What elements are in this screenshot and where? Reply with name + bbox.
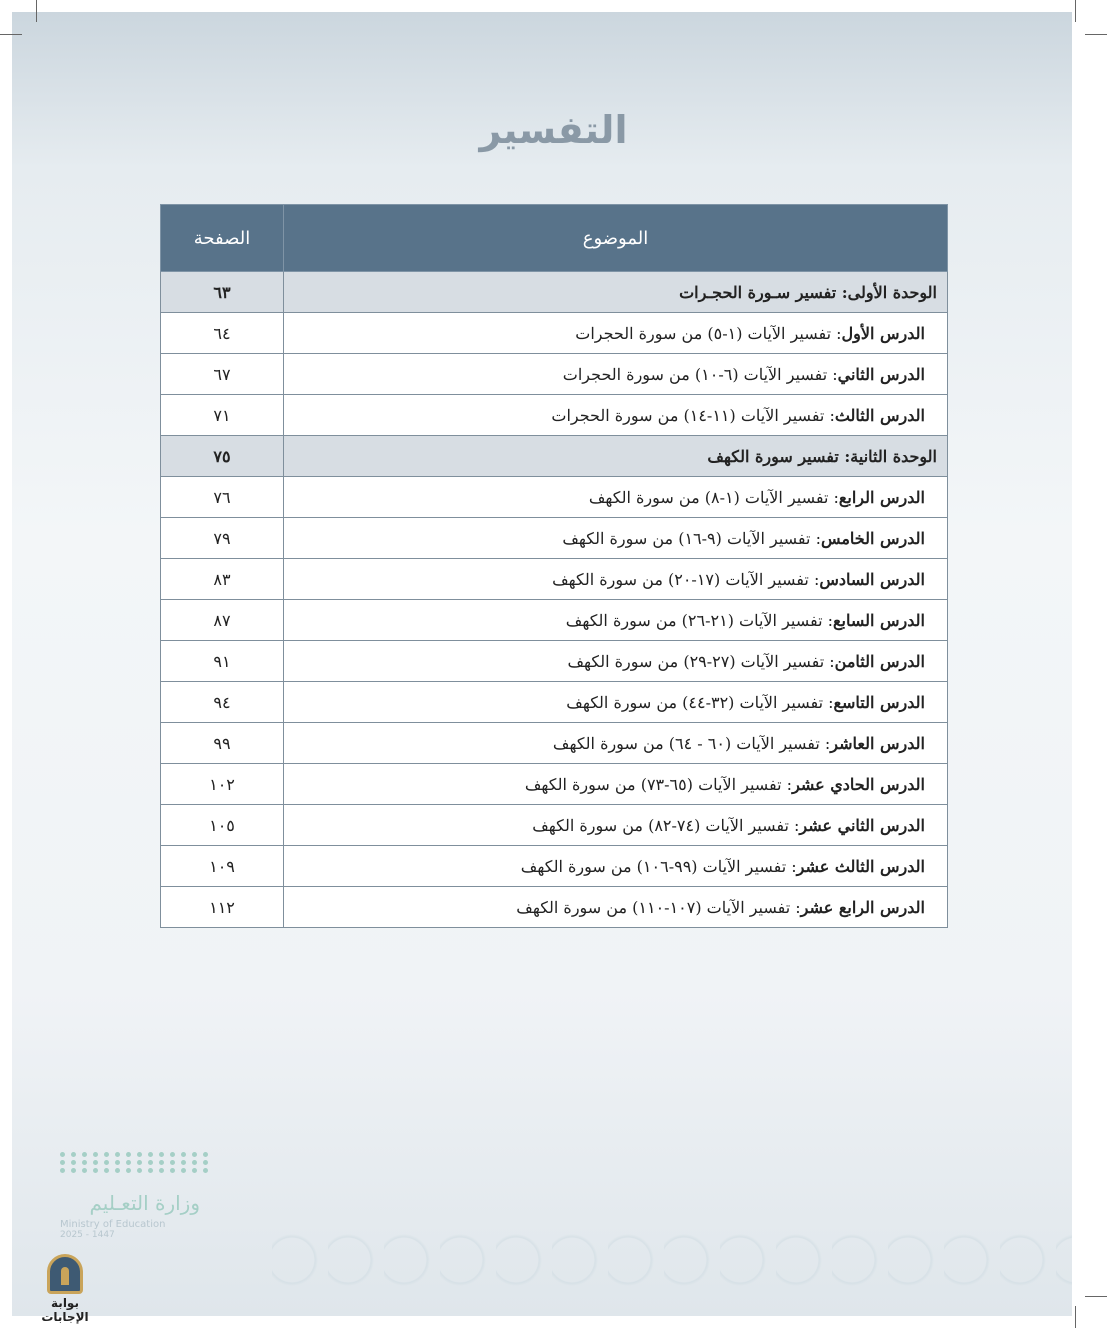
lesson-name: الدرس الأول <box>841 323 925 343</box>
decorative-ornament-band <box>272 1212 1072 1308</box>
lesson-name: الدرس الثاني عشر <box>799 815 925 835</box>
row-page-number: ١٠٢ <box>161 764 284 805</box>
topic-text: الوحدة الثانية: تفسير سورة الكهف <box>707 446 937 466</box>
logo-dot <box>126 1152 131 1157</box>
lesson-row <box>161 395 948 436</box>
logo-dot <box>148 1152 153 1157</box>
row-topic <box>284 272 948 313</box>
topic-text: : تفسير الآيات (٧٤-٨٢) من سورة الكهف <box>532 815 800 835</box>
lesson-row <box>161 313 948 354</box>
topic-text: : تفسير الآيات (٦٠ - ٦٤) من سورة الكهف <box>552 733 831 753</box>
topic-text: : تفسير الآيات (١-٨) من سورة الكهف <box>588 487 839 507</box>
logo-dot <box>60 1152 65 1157</box>
logo-dot <box>115 1168 120 1173</box>
crop-mark <box>1085 1296 1107 1297</box>
row-page-number: ٩٤ <box>161 682 284 723</box>
logo-dot <box>82 1160 87 1165</box>
lesson-name: الدرس السادس <box>819 569 925 589</box>
logo-dot <box>170 1168 175 1173</box>
topic-text: : تفسير الآيات (٢١-٢٦) من سورة الكهف <box>565 610 834 630</box>
logo-dot <box>181 1160 186 1165</box>
row-page-number: ٩١ <box>161 641 284 682</box>
lesson-row <box>161 764 948 805</box>
topic-text: : تفسير الآيات (١٠٧-١١٠) من سورة الكهف <box>516 897 801 917</box>
row-page-number: ٩٩ <box>161 723 284 764</box>
crop-mark <box>1075 0 1076 22</box>
row-topic <box>284 518 948 559</box>
logo-dot <box>170 1160 175 1165</box>
lesson-name: الدرس الحادي عشر <box>792 774 925 794</box>
logo-dot <box>192 1160 197 1165</box>
lesson-name: الدرس السابع <box>833 610 925 630</box>
row-page-number: ٦٧ <box>161 354 284 395</box>
logo-dots-icon <box>60 1152 200 1173</box>
header-topic: الموضوع <box>284 205 948 272</box>
row-page-number: ٧٦ <box>161 477 284 518</box>
crop-mark <box>0 34 22 35</box>
logo-dot <box>170 1152 175 1157</box>
logo-dot <box>137 1160 142 1165</box>
logo-arabic-text: وزارة التعـليم <box>89 1191 200 1215</box>
logo-dot <box>126 1168 131 1173</box>
logo-dot <box>159 1168 164 1173</box>
lesson-row <box>161 518 948 559</box>
lesson-row <box>161 846 948 887</box>
topic-text: : تفسير الآيات (٦٥-٧٣) من سورة الكهف <box>524 774 793 794</box>
badge-label: بوابة الإجابات <box>41 1296 89 1324</box>
logo-dot <box>60 1160 65 1165</box>
row-topic <box>284 559 948 600</box>
logo-dot <box>192 1168 197 1173</box>
logo-dot <box>115 1152 120 1157</box>
page-title: التفسير <box>479 108 628 152</box>
lesson-name: الدرس الرابع عشر <box>800 897 925 917</box>
row-page-number: ٧١ <box>161 395 284 436</box>
lesson-name: الدرس الخامس <box>820 528 925 548</box>
answers-gate-badge <box>30 1254 100 1324</box>
row-topic <box>284 805 948 846</box>
row-topic <box>284 313 948 354</box>
row-topic <box>284 477 948 518</box>
topic-text: : تفسير الآيات (٩٩-١٠٦) من سورة الكهف <box>520 856 797 876</box>
row-page-number: ٨٣ <box>161 559 284 600</box>
crop-mark <box>1085 34 1107 35</box>
topic-text: : تفسير الآيات (١-٥) من سورة الحجرات <box>575 323 842 343</box>
topic-text: : تفسير الآيات (١١-١٤) من سورة الحجرات <box>551 405 835 425</box>
row-topic <box>284 354 948 395</box>
logo-dot <box>93 1168 98 1173</box>
row-topic <box>284 846 948 887</box>
lesson-name: الدرس الثاني <box>837 364 925 384</box>
row-page-number: ٦٣ <box>161 272 284 313</box>
row-topic <box>284 436 948 477</box>
logo-dot <box>71 1168 76 1173</box>
lesson-row <box>161 600 948 641</box>
row-page-number: ٧٥ <box>161 436 284 477</box>
logo-dot <box>203 1168 208 1173</box>
lesson-row <box>161 805 948 846</box>
lesson-row <box>161 723 948 764</box>
row-topic <box>284 641 948 682</box>
logo-dot <box>148 1168 153 1173</box>
logo-dot <box>104 1168 109 1173</box>
logo-dot <box>82 1152 87 1157</box>
topic-text: : تفسير الآيات (٢٧-٢٩) من سورة الكهف <box>567 651 835 671</box>
topic-text: : تفسير الآيات (٣٢-٤٤) من سورة الكهف <box>566 692 834 712</box>
logo-dot <box>148 1160 153 1165</box>
lesson-row <box>161 354 948 395</box>
row-topic <box>284 764 948 805</box>
logo-dot <box>126 1160 131 1165</box>
topic-text: : تفسير الآيات (٩-١٦) من سورة الكهف <box>562 528 821 548</box>
logo-dot <box>159 1152 164 1157</box>
logo-dot <box>71 1152 76 1157</box>
logo-dot <box>115 1160 120 1165</box>
row-page-number: ١٠٩ <box>161 846 284 887</box>
topic-text: : تفسير الآيات (١٧-٢٠) من سورة الكهف <box>552 569 820 589</box>
logo-dot <box>137 1152 142 1157</box>
row-topic <box>284 723 948 764</box>
logo-dot <box>203 1152 208 1157</box>
ministry-logo <box>60 1152 200 1240</box>
row-topic <box>284 600 948 641</box>
row-page-number: ٧٩ <box>161 518 284 559</box>
row-page-number: ١٠٥ <box>161 805 284 846</box>
lesson-name: الدرس الثامن <box>834 651 925 671</box>
unit-row <box>161 436 948 477</box>
topic-text: : تفسير الآيات (٦-١٠) من سورة الحجرات <box>562 364 838 384</box>
header-page: الصفحة <box>161 205 284 272</box>
row-page-number: ٦٤ <box>161 313 284 354</box>
logo-dot <box>93 1152 98 1157</box>
logo-dot <box>104 1160 109 1165</box>
lesson-name: الدرس العاشر <box>830 733 925 753</box>
lesson-name: الدرس الثالث عشر <box>796 856 925 876</box>
row-topic <box>284 682 948 723</box>
lesson-row <box>161 477 948 518</box>
lesson-name: الدرس الثالث <box>834 405 925 425</box>
logo-dot <box>104 1152 109 1157</box>
logo-dot <box>93 1160 98 1165</box>
logo-dot <box>181 1152 186 1157</box>
logo-dot <box>181 1168 186 1173</box>
lesson-row <box>161 641 948 682</box>
lesson-row <box>161 682 948 723</box>
row-page-number: ٨٧ <box>161 600 284 641</box>
mosque-emblem-icon <box>47 1254 83 1294</box>
table-of-contents <box>160 204 948 928</box>
row-page-number: ١١٢ <box>161 887 284 928</box>
lesson-name: الدرس التاسع <box>833 692 925 712</box>
crop-mark <box>36 0 37 22</box>
logo-dot <box>82 1168 87 1173</box>
lesson-row <box>161 559 948 600</box>
row-topic <box>284 887 948 928</box>
lesson-name: الدرس الرابع <box>838 487 925 507</box>
logo-dot <box>192 1152 197 1157</box>
topic-text: الوحدة الأولى: تفسير سـورة الحجـرات <box>679 282 937 302</box>
logo-year-text: 2025 - 1447 <box>60 1230 115 1240</box>
table-header-row <box>161 205 948 272</box>
logo-dot <box>71 1160 76 1165</box>
unit-row <box>161 272 948 313</box>
logo-dot <box>159 1160 164 1165</box>
row-topic <box>284 395 948 436</box>
crop-mark <box>1075 1306 1076 1328</box>
logo-dot <box>137 1168 142 1173</box>
logo-english-text: Ministry of Education <box>60 1219 166 1230</box>
logo-dot <box>60 1168 65 1173</box>
lesson-row <box>161 887 948 928</box>
logo-dot <box>203 1160 208 1165</box>
